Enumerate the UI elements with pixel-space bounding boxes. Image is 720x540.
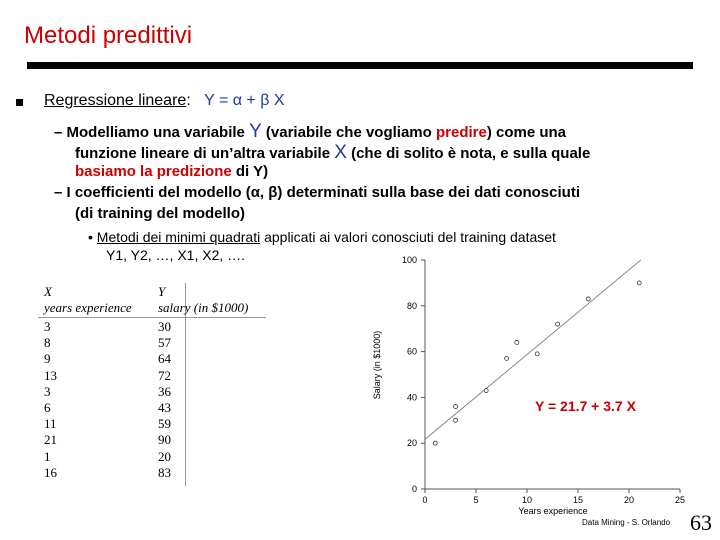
x-axis-label: Years experience — [518, 506, 588, 516]
scatter-point — [433, 441, 437, 445]
y-tick-label: 20 — [406, 438, 417, 449]
x-tick-label: 10 — [521, 495, 533, 505]
scatter-point — [505, 356, 509, 360]
col2-header: Y — [158, 284, 166, 299]
colon: : — [186, 92, 191, 109]
y-tick-label: 100 — [401, 255, 417, 265]
subbullet-2-line2: (di training del modello) — [75, 205, 245, 222]
footer-text: Data Mining - S. Orlando — [582, 518, 671, 527]
training-data-table — [38, 283, 266, 486]
var-x: X — [334, 142, 347, 163]
col1-header: X — [44, 284, 52, 299]
table-cell-x: 3 — [44, 383, 51, 399]
table-cell-y: 72 — [158, 367, 171, 383]
page-number: 63 — [690, 510, 712, 535]
slide-title: Metodi predittivi — [24, 22, 193, 49]
scatter-point — [586, 297, 590, 301]
text: (variabile che vogliamo — [261, 124, 436, 141]
table-cell-y: 59 — [158, 416, 171, 432]
table-cell-y: 20 — [158, 448, 171, 464]
col2-subheader: salary (in $1000) — [158, 300, 249, 315]
subbullet-1-line2 — [75, 142, 590, 164]
x-tick-label: 0 — [422, 495, 428, 505]
regression-formula: Y = α + β X — [204, 92, 285, 109]
text: – Modelliamo una variabile — [54, 124, 250, 141]
subsub-bullet-line2: Y1, Y2, …, X1, X2, …. — [106, 247, 246, 263]
table-cell-x: 21 — [44, 432, 57, 448]
scatter-point — [637, 281, 641, 285]
text: applicati ai valori conosciuti del training dataset — [260, 229, 556, 245]
table-cell-x: 3 — [44, 319, 51, 334]
regression-label: Regressione lineare — [44, 92, 187, 109]
table-cell-x: 9 — [44, 351, 51, 367]
bullet-regression — [44, 92, 285, 110]
dot-bullet-icon: • — [88, 229, 93, 245]
y-axis-label: Salary (in $1000) — [372, 330, 382, 400]
text-red: predire — [435, 124, 487, 141]
scatter-point — [454, 418, 458, 422]
col1-subheader: years experience — [44, 300, 132, 315]
text: di Y) — [231, 163, 269, 180]
subbullet-2-line1: – I coefficienti del modello (α, β) determinati sulla base dei dati conosciuti — [54, 184, 580, 201]
table-cell-x: 8 — [44, 335, 51, 351]
y-tick-label: 40 — [406, 392, 417, 403]
least-squares-label: Metodi dei minimi quadrati — [96, 229, 261, 245]
scatter-point — [535, 352, 539, 356]
x-tick-label: 25 — [674, 495, 686, 505]
scatter-point — [556, 322, 560, 326]
table-cell-y: 57 — [158, 335, 171, 351]
table-cell-x: 6 — [44, 400, 51, 415]
x-tick-label: 15 — [572, 495, 584, 505]
table-cell-x: 16 — [44, 464, 57, 480]
table-cell-y: 90 — [158, 432, 171, 448]
table-cell-y: 43 — [158, 400, 171, 415]
scatter-point — [515, 340, 519, 344]
table-cell-x: 13 — [44, 367, 57, 383]
var-y: Y — [249, 121, 262, 142]
square-bullet-icon — [16, 99, 23, 106]
y-tick-label: 80 — [406, 300, 417, 311]
table-cell-y: 30 — [158, 319, 171, 334]
x-tick-label: 20 — [623, 495, 635, 505]
table-cell-y: 83 — [158, 464, 171, 480]
subsub-bullet-line1 — [88, 229, 556, 245]
subbullet-1-line3 — [75, 163, 268, 180]
text: (che di solito è nota, e sulla quale — [346, 145, 591, 162]
table-cell-x: 1 — [44, 448, 51, 464]
subbullet-1-line1 — [54, 121, 566, 143]
table-cell-x: 11 — [44, 416, 57, 432]
title-rule — [27, 62, 693, 69]
salary-scatter-chart — [370, 250, 690, 518]
text: funzione lineare di un’altra variabile — [75, 145, 335, 162]
text: ) come una — [486, 124, 567, 141]
y-tick-label: 0 — [411, 484, 417, 494]
scatter-point — [484, 389, 488, 393]
table-cell-y: 64 — [158, 351, 171, 367]
table-header-rule — [38, 317, 266, 318]
table-cell-y: 36 — [158, 383, 171, 399]
x-tick-label: 5 — [473, 495, 479, 505]
y-tick-label: 60 — [406, 346, 417, 357]
regression-equation: Y = 21.7 + 3.7 X — [535, 398, 636, 414]
text-red: basiamo la predizione — [75, 163, 232, 180]
scatter-point — [454, 405, 458, 409]
